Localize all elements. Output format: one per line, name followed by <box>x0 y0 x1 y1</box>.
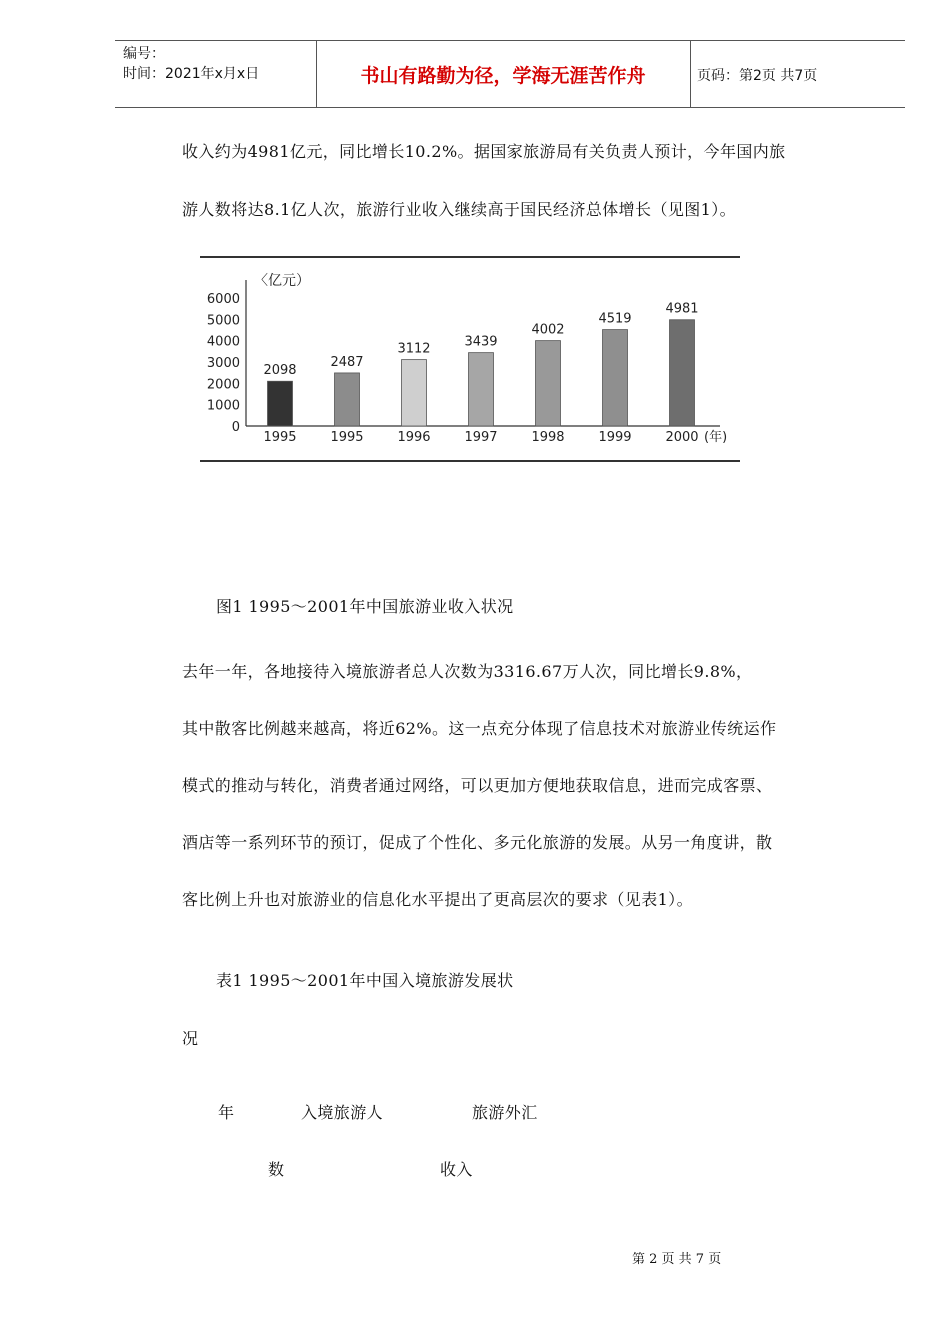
header-page-label: 页码：第2页 共7页 <box>697 68 818 84</box>
y-tick-label: 0 <box>231 420 240 435</box>
paragraph-line: 其中散客比例越来越高，将近62%。这一点充分体现了信息技术对旅游业传统运作 <box>182 719 777 738</box>
x-tick-label: 1996 <box>397 430 431 445</box>
table-header-arrivals-cont: 数 <box>268 1160 285 1179</box>
table-header-arrivals: 入境旅游人 <box>301 1103 384 1122</box>
revenue-chart-svg <box>200 258 740 460</box>
table-header-year: 年 <box>218 1103 235 1122</box>
bar <box>402 360 427 426</box>
number-label: 编号： <box>123 46 165 62</box>
table-header-forex: 旅游外汇 <box>472 1103 538 1122</box>
header-motto: 书山有路勤为径，学海无涯苦作舟 <box>360 65 646 87</box>
bar <box>670 320 695 426</box>
time-label: 时间：2021年x月x日 <box>123 66 260 82</box>
bar <box>603 330 628 426</box>
figure-caption: 图1 1995～2001年中国旅游业收入状况 <box>216 597 514 616</box>
page-header <box>115 40 905 108</box>
bar-value-label: 2487 <box>330 354 364 370</box>
page-footer: 第 2 页 共 7 页 <box>632 1252 722 1267</box>
paragraph-line: 去年一年，各地接待入境旅游者总人次数为3316.67万人次，同比增长9.8%， <box>182 662 753 681</box>
bar-value-label: 3439 <box>464 334 498 350</box>
paragraph-line: 客比例上升也对旅游业的信息化水平提出了更高层次的要求（见表1）。 <box>182 890 693 909</box>
table-caption: 表1 1995～2001年中国入境旅游发展状 <box>216 971 514 990</box>
bar <box>469 353 494 426</box>
y-tick-label: 5000 <box>206 313 240 329</box>
paragraph-line: 酒店等一系列环节的预订，促成了个性化、多元化旅游的发展。从另一角度讲，散 <box>182 833 773 852</box>
bar-value-label: 4981 <box>665 301 699 317</box>
table-header-forex-cont: 收入 <box>440 1160 473 1179</box>
paragraph-line: 游人数将达8.1亿人次，旅游行业收入继续高于国民经济总体增长（见图1）。 <box>182 200 737 219</box>
x-tick-label: 2000 <box>665 430 699 445</box>
y-tick-label: 2000 <box>206 377 240 393</box>
y-tick-label: 4000 <box>206 334 240 350</box>
bar <box>536 341 561 426</box>
header-divider <box>690 41 691 107</box>
bar <box>335 373 360 426</box>
bar-value-label: 3112 <box>397 341 431 357</box>
header-meta <box>123 44 259 84</box>
x-tick-label: 1999 <box>598 430 632 445</box>
table-caption-continued: 况 <box>182 1029 199 1048</box>
y-axis-label: 〈亿元） <box>254 273 310 289</box>
y-tick-label: 6000 <box>206 292 240 307</box>
x-tick-label: 1995 <box>330 430 364 445</box>
bar-value-label: 4002 <box>531 322 565 338</box>
bar-value-label: 2098 <box>263 363 297 379</box>
x-tick-label: 1995 <box>263 430 297 445</box>
paragraph-line: 模式的推动与转化，消费者通过网络，可以更加方便地获取信息，进而完成客票、 <box>182 776 773 795</box>
y-tick-label: 1000 <box>206 398 240 414</box>
revenue-chart <box>200 256 740 462</box>
bar <box>268 381 293 426</box>
bar-value-label: 4519 <box>598 311 632 327</box>
paragraph-line: 收入约为4981亿元，同比增长10.2%。据国家旅游局有关负责人预计，今年国内旅 <box>182 142 786 161</box>
y-tick-label: 3000 <box>206 356 240 371</box>
x-tick-label: 1997 <box>464 430 498 445</box>
x-tick-label: 1998 <box>531 430 565 445</box>
x-axis-unit: (年) <box>704 430 728 445</box>
